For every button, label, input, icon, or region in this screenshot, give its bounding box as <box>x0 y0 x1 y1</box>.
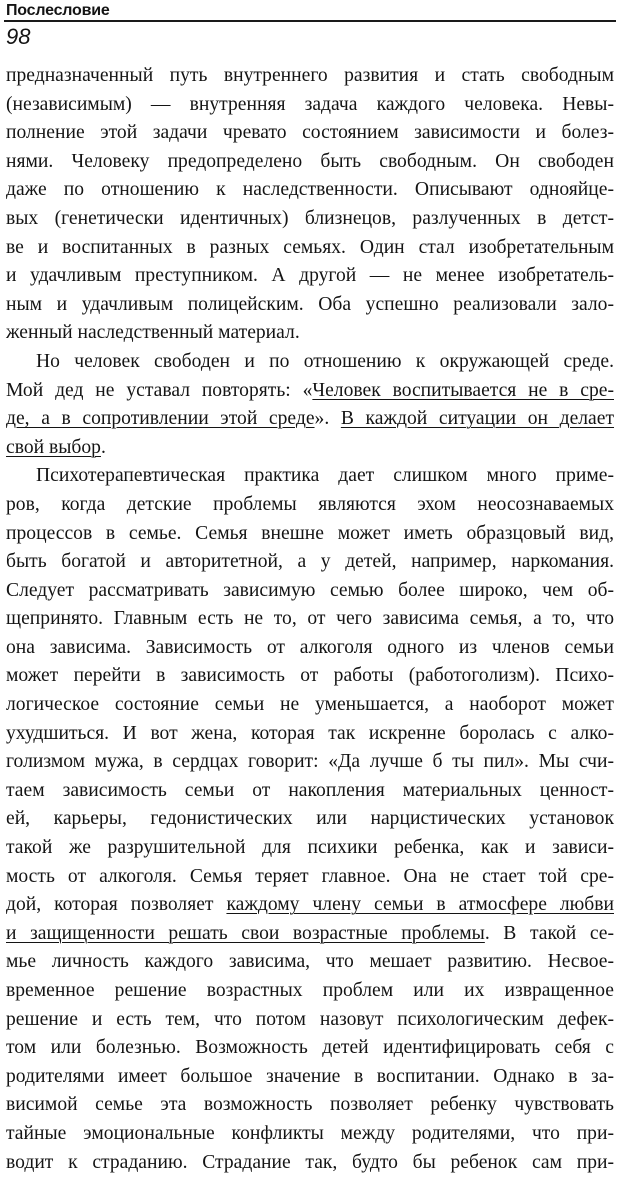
text-segment: она зависима. Зависимость от алкоголя одного из членов семьи <box>6 636 614 658</box>
header-rule <box>4 20 616 22</box>
text-segment: быть богатой и авторитетной, а у детей, например, наркомания. <box>6 551 614 573</box>
text-segment: может перейти в зависимость от работы (работоголизм). Психо- <box>6 665 614 687</box>
text-line <box>6 863 614 892</box>
text-line <box>6 1091 614 1120</box>
text-segment: Но человек свободен и по отношению к окружающей среде. <box>36 350 614 372</box>
text-segment: и удачливым преступником. А другой — не менее изобретатель- <box>6 265 614 287</box>
text-segment: логическое состояние семьи не уменьшается, а наоборот может <box>6 694 614 716</box>
text-line <box>6 405 614 434</box>
underlined-text: каждому члену семьи в атмосфере любви <box>226 894 614 916</box>
text-segment: ухудшиться. И вот жена, которая так искренне боролась с алко- <box>6 722 614 744</box>
text-line <box>6 1006 614 1035</box>
text-segment: ров, когда детские проблемы являются эхом неосознаваемых <box>6 493 614 515</box>
text-segment: мье личность каждого зависима, что мешает развитию. Несвое- <box>6 951 614 973</box>
text-segment: висимой семье эта возможность позволяет ребенку чувствовать <box>6 1094 614 1116</box>
text-segment: такой же разрушительной для психики ребенка, как и зависи- <box>6 837 614 859</box>
text-line <box>6 62 614 91</box>
text-line <box>6 205 614 234</box>
text-segment: предназначенный путь внутреннего развития и стать свободным <box>6 65 614 86</box>
text-line <box>6 119 614 148</box>
text-line <box>6 548 614 577</box>
text-segment: женный наследственный материал. <box>6 322 300 344</box>
text-segment: Психотерапевтическая практика дает слишком много приме- <box>36 465 614 487</box>
page-number: 98 <box>6 24 31 49</box>
text-segment: решение и есть тем, что потом назовут психологическим дефек- <box>6 1008 614 1030</box>
text-line <box>6 262 614 291</box>
running-head: Послесловие <box>6 2 110 19</box>
text-segment: ей, карьеры, гедонистических или нарцистических установок <box>6 808 614 830</box>
text-segment: ве и воспитанных в разных семьях. Один стал изобретательным <box>6 236 614 258</box>
text-segment: Мой дед не уставал повторять: « <box>6 379 313 401</box>
text-line <box>6 91 614 120</box>
underlined-text: де, а в сопротивлении этой среде <box>6 408 315 430</box>
text-line <box>6 176 614 205</box>
text-line <box>6 377 614 406</box>
text-line <box>6 662 614 691</box>
underlined-text: В каждой ситуации он делает <box>340 408 615 430</box>
text-line <box>6 577 614 606</box>
underlined-text: свой выбор <box>6 436 101 458</box>
text-line <box>6 605 614 634</box>
text-segment: тайные эмоциональные конфликты между родителями, что при- <box>6 1122 614 1144</box>
text-segment: (независимым) — внутренняя задача каждого человека. Невы- <box>6 93 614 115</box>
text-line <box>6 891 614 920</box>
text-segment: Следует рассматривать зависимую семью более широко, чем об- <box>6 579 614 601</box>
text-segment: вых (генетически идентичных) близнецов, разлученных в детст- <box>6 207 614 229</box>
text-segment: ным и удачливым полицейским. Оба успешно реализовали зало- <box>6 293 614 315</box>
text-line <box>6 1063 614 1092</box>
text-segment: . <box>100 436 106 458</box>
text-line <box>6 291 614 320</box>
text-segment: мость от алкоголя. Семья теряет главное. Она не стает той сре- <box>6 865 614 887</box>
text-segment: даже по отношению к наследственности. Описывают однояйце- <box>6 179 614 201</box>
text-line <box>6 462 614 491</box>
text-segment: . В такой се- <box>484 922 614 944</box>
text-line <box>6 434 614 463</box>
text-segment: таем зависимость семьи от накопления материальных ценност- <box>6 779 614 801</box>
text-line <box>6 319 614 348</box>
text-segment: временное решение возрастных проблем или их извращенное <box>6 980 614 1001</box>
text-segment: том или болезнью. Возможность детей идентифицировать себя с <box>6 1037 614 1059</box>
text-line <box>6 805 614 834</box>
text-segment: дой, которая позволяет <box>6 894 227 916</box>
text-line <box>6 1034 614 1063</box>
text-line <box>6 634 614 663</box>
text-line <box>6 348 614 377</box>
text-line <box>6 234 614 263</box>
text-segment: нями. Человеку предопределено быть свободным. Он свободен <box>6 150 614 172</box>
text-segment: щепринято. Главным есть не то, от чего зависима семья, а то, что <box>6 608 614 630</box>
text-segment: процессов в семье. Семья внешне может иметь образцовый вид, <box>6 522 614 544</box>
text-line <box>6 977 614 1006</box>
text-line <box>6 920 614 949</box>
underlined-text: Человек воспитывается не в сре- <box>312 379 614 401</box>
text-line <box>6 691 614 720</box>
text-line <box>6 520 614 549</box>
text-line <box>6 1120 614 1149</box>
text-line <box>6 834 614 863</box>
text-line <box>6 720 614 749</box>
body-text <box>6 62 614 1177</box>
text-line <box>6 748 614 777</box>
text-line <box>6 491 614 520</box>
underlined-text: и защищенности решать свои возрастные проблемы <box>6 922 485 944</box>
text-line <box>6 148 614 177</box>
text-line <box>6 1149 614 1177</box>
text-segment: родителями имеет большое значение в воспитании. Однако в за- <box>6 1065 614 1087</box>
text-segment: ». <box>314 408 341 430</box>
text-line <box>6 948 614 977</box>
text-line <box>6 777 614 806</box>
text-segment: голизмом мужа, в сердцах говорит: «Да лучше б ты пил». Мы счи- <box>6 751 614 773</box>
text-segment: полнение этой задачи чревато состоянием зависимости и болез- <box>6 122 614 144</box>
text-segment: водит к страданию. Страдание так, будто бы ребенок сам при- <box>6 1151 614 1173</box>
